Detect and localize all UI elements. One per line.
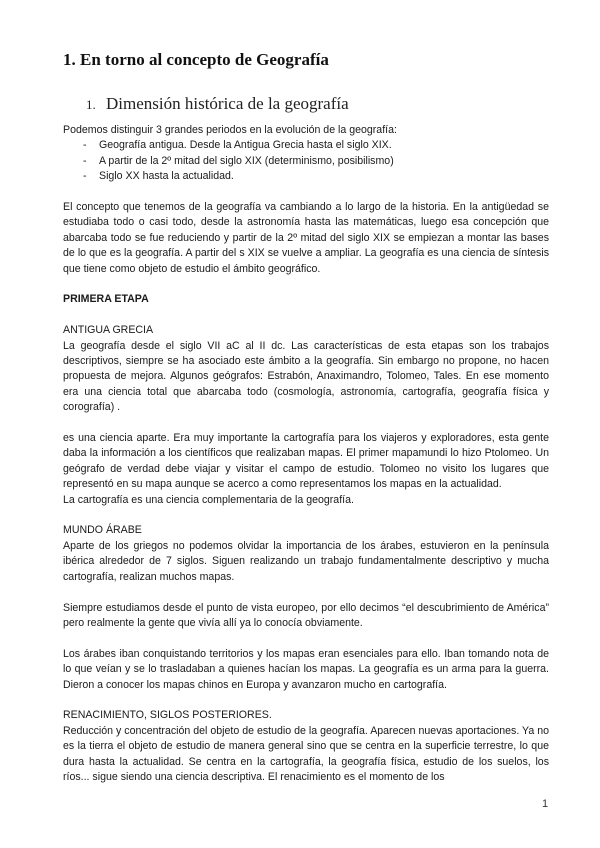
renaissance-paragraph-1: Reducción y concentración del objeto de estudio de la geografía. Aparecen nuevas aportaciones. Ya no es la tierra el objeto de estudio de manera general sino que se centra en la superficie terrestre, lo que dura hasta la actualidad. Se centra en la cartografía, la geografía física, estudio de los suelos, los ríos... sigue siendo una ciencia descriptiva. El renacimiento es el momento de los bbox=[63, 724, 549, 783]
greece-paragraph-3: La cartografía es una ciencia complementaria de la geografía. bbox=[63, 493, 354, 506]
arab-heading: MUNDO ÁRABE bbox=[63, 524, 142, 537]
intro-paragraph: Podemos distinguir 3 grandes periodos en la evolución de la geografía: bbox=[63, 124, 397, 136]
list-item: - A partir de la 2º mitad del siglo XIX (determinismo, posibilismo) bbox=[83, 154, 549, 169]
list-item: - Geografía antigua. Desde la Antigua Grecia hasta el siglo XIX. bbox=[83, 138, 549, 153]
periods-list bbox=[63, 138, 549, 184]
greece-paragraph-1: La geografía desde el siglo VII aC al II dc. Las características de esta etapas son los trabajos descriptivos, siempre se ha asociado este ámbito a la geografía. Sin embargo no propone, no hacen propuesta de mejora. Algunos geógrafos: Estrabón, Anaximandro, Tolomeo, Tales. En ese momento era una ciencia total que abarcaba todo (cosmología, astronomía, cartografía, geografía física y corografía) . bbox=[63, 339, 549, 414]
stage-heading: PRIMERA ETAPA bbox=[63, 293, 149, 306]
arab-paragraph-2: Siempre estudiamos desde el punto de vista europeo, por ello decimos “el descubrimiento de América” pero realmente la gente que vivía allí ya lo conocía obviamente. bbox=[63, 601, 549, 629]
subsection-title-text: Dimensión histórica de la geografía bbox=[106, 94, 349, 113]
greece-paragraph-2: es una ciencia aparte. Era muy importante la cartografía para los viajeros y exploradores, esta gente daba la información a los científicos que realizaban mapas. El primer mapamundi lo hizo Ptolomeo. Un geógrafo de verdad debe viajar y visitar el campo de estudio. Tolomeo no visito los lugares que representó en su mapa aunque se acerco a como representamos los mapas en la actualidad. bbox=[63, 432, 549, 491]
section-title: 1. En torno al concepto de Geografía bbox=[63, 50, 329, 69]
greece-heading: ANTIGUA GRECIA bbox=[63, 324, 154, 337]
list-item: - Siglo XX hasta la actualidad. bbox=[83, 169, 549, 184]
body-text bbox=[63, 123, 549, 785]
arab-paragraph-3: Los árabes iban conquistando territorios y los mapas eran esenciales para ello. Iban tomando nota de lo que veían y se lo trasladaban a quienes hacían los mapas. La geografía es un arma para la guerra. Dieron a conocer los mapas chinos en Europa y avanzaron mucho en cartografía. bbox=[63, 647, 549, 691]
page-number: 1 bbox=[542, 798, 549, 810]
subsection-number: 1. bbox=[86, 97, 96, 112]
renaissance-heading: RENACIMIENTO, SIGLOS POSTERIORES. bbox=[63, 709, 272, 722]
subsection-title bbox=[86, 94, 349, 114]
arab-paragraph-1: Aparte de los griegos no podemos olvidar la importancia de los árabes, estuvieron en la península ibérica alrededor de 7 siglos. Siguen realizando un trabajo fundamentalmente descriptivo y mucha cartografía, realizan muchos mapas. bbox=[63, 539, 549, 583]
concept-paragraph: El concepto que tenemos de la geografía va cambiando a lo largo de la historia. En la antigüedad se estudiaba todo o casi todo, desde la astronomía hasta las matemáticas, luego esa concepción que abarcaba todo se fue reduciendo y partir de la 2º mitad del siglo XIX se empiezan a montar las bases de lo que es la geografía. A partir del s XIX se vuelve a ampliar. La geografía es una ciencia de síntesis que tiene como objeto de estudio el ámbito geográfico. bbox=[63, 201, 549, 275]
